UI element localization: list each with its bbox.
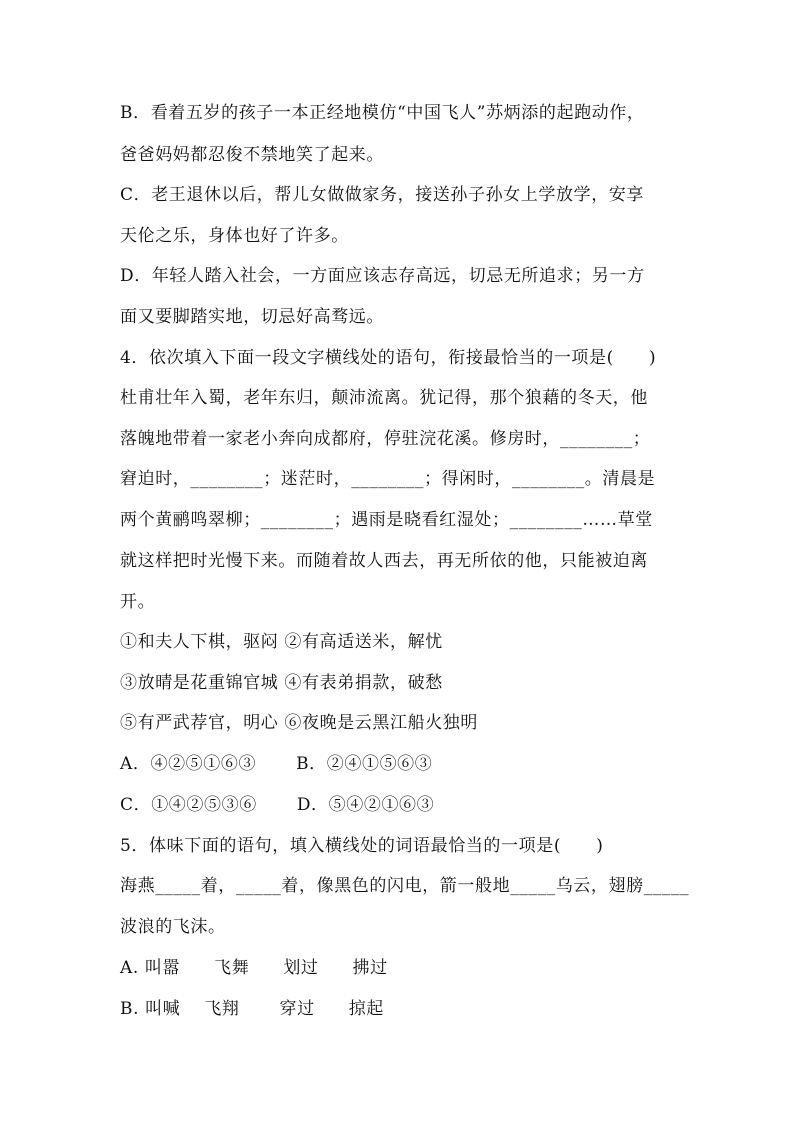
q5-option-b-word3: 穿过 [279,999,315,1019]
q4-answer-d: D．⑤④②①⑥③ [296,795,435,815]
q5-sentence-line1: 海燕_____着，_____着，像黑色的闪电，箭一般地_____乌云，翅膀_____ [120,876,690,896]
q4-item-line3: ⑤有严武荐官，明心 ⑥夜晚是云黑江船火独明 [120,713,479,733]
q4-answer-row1 [120,752,432,776]
q3-option-b-line2: 爸爸妈妈都忍俊不禁地笑了起来。 [120,145,384,165]
q5-option-b-word2: 飞翔 [204,999,240,1019]
q4-answer-b: B．②④①⑤⑥③ [296,754,433,774]
q5-option-a-word4: 拂过 [352,958,388,978]
q3-option-c-line1: C．老王退休以后，帮儿女做做家务，接送孙子孙女上学放学，安享 [120,185,645,205]
q3-option-d-line2: 面又要脚踏实地，切忌好高骛远。 [120,307,384,327]
q4-item-line2: ③放晴是花重锦官城 ④有表弟捐款，破愁 [120,673,443,693]
q5-option-b-word4: 掠起 [348,999,384,1019]
q3-option-b-line1: B．看着五岁的孩子一本正经地模仿“中国飞人”苏炳添的起跑动作， [120,103,645,123]
q4-passage-line5: 就这样把时光慢下来。而随着故人西去，再无所依的他，只能被迫离 [120,551,648,571]
q4-answer-row2 [120,793,434,817]
q3-option-d-line1: D．年轻人踏入社会，一方面应该志存高远，切忌无所追求；另一方 [120,266,645,286]
q4-passage-line3: 窘迫时，________；迷茫时，________；得闲时，________。清晨是 [120,469,656,489]
q5-option-b-label: B. 叫喊 [120,999,181,1019]
q4-passage-line2: 落魄地带着一家老小奔向成都府，停驻浣花溪。修房时，________； [120,429,651,449]
q4-answer-a: A．④②⑤①⑥③ [120,754,257,774]
q4-stem: 4．依次填入下面一段文字横线处的语句，衔接最恰当的一项是( ) [120,348,657,368]
q4-item-line1: ①和夫人下棋，驱闷 ②有高适送米，解忧 [120,632,443,652]
q4-passage-line1: 杜甫壮年入蜀，老年东归，颠沛流离。犹记得，那个狼藉的冬天，他 [120,388,648,408]
q5-option-b [120,997,384,1021]
q5-option-a-word2: 飞舞 [214,958,250,978]
q4-passage-line4: 两个黄鹂鸣翠柳；________；遇雨是晓看红湿处；________……草堂 [120,510,653,530]
q5-sentence-line2: 波浪的飞沫。 [120,917,226,937]
q3-option-c-line2: 天伦之乐，身体也好了许多。 [120,226,349,246]
q4-passage-line6: 开。 [120,592,156,612]
q5-option-a [120,956,388,980]
q5-option-a-word3: 划过 [283,958,319,978]
q4-answer-c: C．①④②⑤③⑥ [120,795,257,815]
q5-option-a-label: A. 叫嚣 [120,958,181,978]
q5-stem: 5．体味下面的语句，填入横线处的词语最恰当的一项是( ) [120,836,604,856]
